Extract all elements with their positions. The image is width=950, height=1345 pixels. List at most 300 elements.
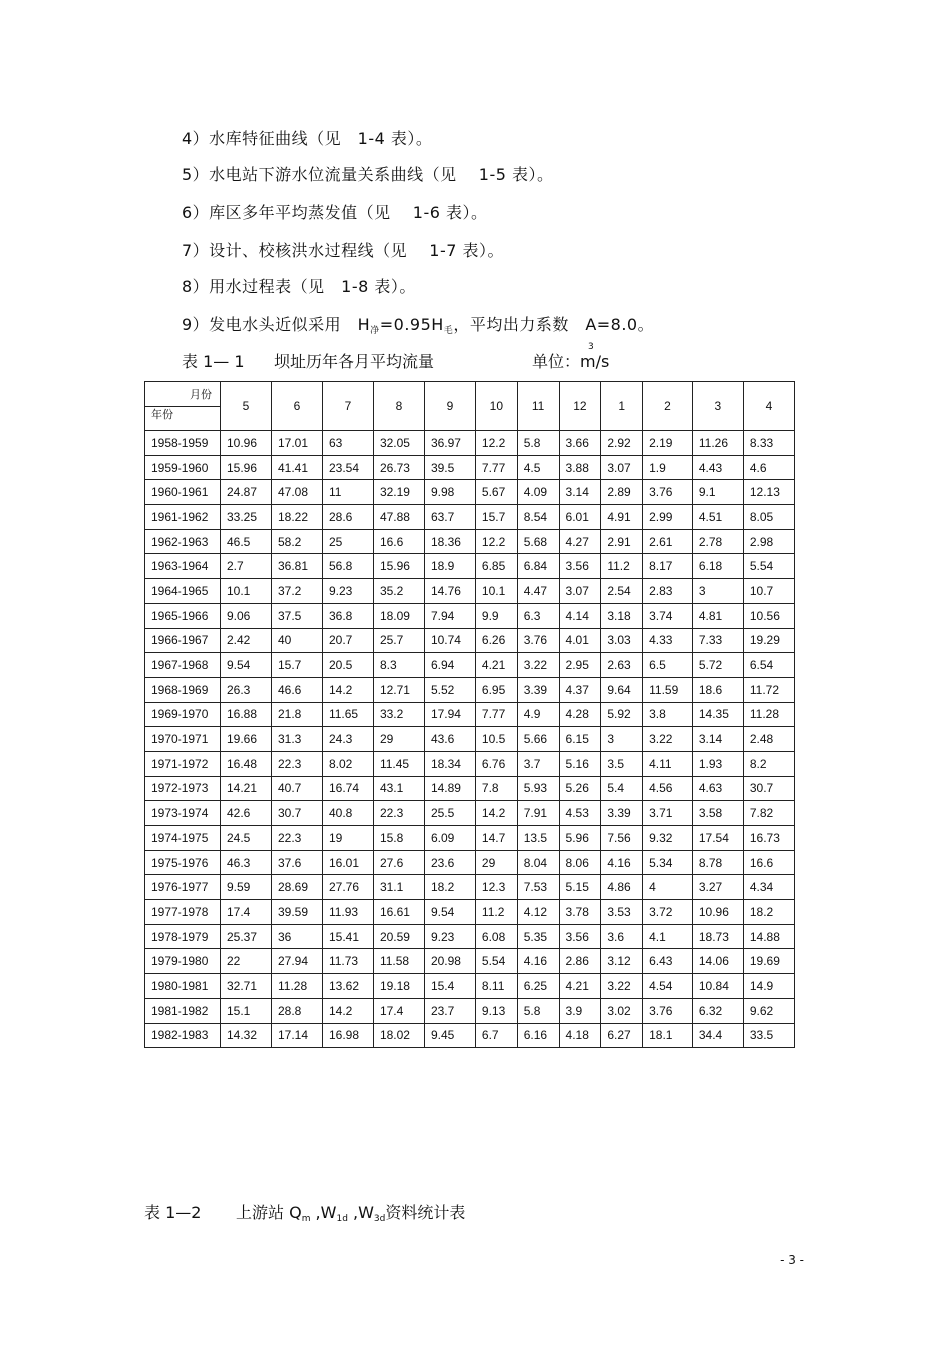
flow-value-cell: 3.6: [601, 924, 643, 949]
flow-value-cell: 9.9: [475, 603, 517, 628]
table1-caption-title: 坝址历年各月平均流量: [274, 352, 435, 371]
flow-value-cell: 24.87: [221, 480, 272, 505]
year-cell: 1964-1965: [145, 579, 221, 604]
flow-value-cell: 3.03: [601, 628, 643, 653]
flow-value-cell: 4.12: [517, 900, 559, 925]
flow-value-cell: 3.27: [692, 875, 743, 900]
flow-value-cell: 25.7: [373, 628, 424, 653]
flow-value-cell: 3.56: [559, 554, 601, 579]
flow-value-cell: 47.08: [271, 480, 322, 505]
month-header-cell: 5: [221, 382, 272, 431]
flow-value-cell: 4.28: [559, 702, 601, 727]
flow-value-cell: 42.6: [221, 801, 272, 826]
flow-value-cell: 15.1: [221, 998, 272, 1023]
flow-value-cell: 19.29: [743, 628, 794, 653]
table-row: [145, 776, 795, 801]
corner-cell: [145, 382, 221, 431]
flow-value-cell: 9.98: [424, 480, 475, 505]
flow-value-cell: 6.84: [517, 554, 559, 579]
flow-value-cell: 5.34: [643, 850, 693, 875]
flow-value-cell: 3.22: [517, 653, 559, 678]
flow-value-cell: 56.8: [322, 554, 373, 579]
table-row: [145, 826, 795, 851]
year-cell: 1959-1960: [145, 455, 221, 480]
flow-value-cell: 10.84: [692, 974, 743, 999]
flow-value-cell: 11.45: [373, 751, 424, 776]
table-row: [145, 850, 795, 875]
flow-value-cell: 2.89: [601, 480, 643, 505]
flow-value-cell: 23.6: [424, 850, 475, 875]
flow-value-cell: 10.74: [424, 628, 475, 653]
flow-value-cell: 46.5: [221, 529, 272, 554]
flow-value-cell: 13.5: [517, 826, 559, 851]
note-9-sub-net: 净: [370, 326, 380, 336]
flow-value-cell: 40.7: [271, 776, 322, 801]
flow-value-cell: 7.77: [475, 455, 517, 480]
flow-value-cell: 4.21: [559, 974, 601, 999]
flow-value-cell: 4.56: [643, 776, 693, 801]
flow-value-cell: 5.26: [559, 776, 601, 801]
year-cell: 1980-1981: [145, 974, 221, 999]
flow-value-cell: 39.59: [271, 900, 322, 925]
table2-sub-b: 1d: [336, 1214, 348, 1224]
flow-value-cell: 3.12: [601, 949, 643, 974]
table-row: [145, 480, 795, 505]
flow-value-cell: 4.16: [517, 949, 559, 974]
flow-value-cell: 11.26: [692, 431, 743, 456]
flow-value-cell: 4.14: [559, 603, 601, 628]
flow-value-cell: 2.63: [601, 653, 643, 678]
flow-value-cell: 46.3: [221, 850, 272, 875]
year-cell: 1966-1967: [145, 628, 221, 653]
flow-value-cell: 2.7: [221, 554, 272, 579]
flow-value-cell: 16.98: [322, 1023, 373, 1048]
year-cell: 1978-1979: [145, 924, 221, 949]
flow-value-cell: 8.33: [743, 431, 794, 456]
flow-value-cell: 14.2: [475, 801, 517, 826]
corner-year-label: 年份: [151, 409, 173, 421]
flow-value-cell: 5.67: [475, 480, 517, 505]
table-row: [145, 603, 795, 628]
flow-value-cell: 8.78: [692, 850, 743, 875]
flow-value-cell: 3: [601, 727, 643, 752]
flow-value-cell: 7.77: [475, 702, 517, 727]
flow-value-cell: 19.18: [373, 974, 424, 999]
flow-value-cell: 14.21: [221, 776, 272, 801]
flow-value-cell: 14.7: [475, 826, 517, 851]
table-row: [145, 529, 795, 554]
flow-value-cell: 39.5: [424, 455, 475, 480]
flow-value-cell: 9.23: [424, 924, 475, 949]
flow-value-cell: 2.86: [559, 949, 601, 974]
year-cell: 1979-1980: [145, 949, 221, 974]
month-header-cell: 10: [475, 382, 517, 431]
flow-value-cell: 4.1: [643, 924, 693, 949]
flow-value-cell: 16.6: [373, 529, 424, 554]
flow-value-cell: 3.7: [517, 751, 559, 776]
flow-value-cell: 9.59: [221, 875, 272, 900]
flow-value-cell: 6.5: [643, 653, 693, 678]
flow-value-cell: 2.91: [601, 529, 643, 554]
flow-value-cell: 8.3: [373, 653, 424, 678]
flow-value-cell: 28.6: [322, 505, 373, 530]
table1-unit-exponent: 3: [588, 342, 594, 352]
flow-value-cell: 11.2: [475, 900, 517, 925]
year-cell: 1977-1978: [145, 900, 221, 925]
table2-title-a: 上游站 Q: [236, 1203, 302, 1222]
flow-value-cell: 5.35: [517, 924, 559, 949]
flow-value-cell: 18.02: [373, 1023, 424, 1048]
flow-value-cell: 6.94: [424, 653, 475, 678]
flow-value-cell: 6.85: [475, 554, 517, 579]
table1-unit-text: m/s: [580, 352, 610, 371]
flow-value-cell: 4.34: [743, 875, 794, 900]
flow-value-cell: 4.81: [692, 603, 743, 628]
flow-value-cell: 3.72: [643, 900, 693, 925]
flow-value-cell: 5.96: [559, 826, 601, 851]
flow-value-cell: 4.63: [692, 776, 743, 801]
flow-value-cell: 17.4: [221, 900, 272, 925]
flow-value-cell: 6.32: [692, 998, 743, 1023]
flow-value-cell: 1.93: [692, 751, 743, 776]
flow-value-cell: 9.23: [322, 579, 373, 604]
flow-value-cell: 4.9: [517, 702, 559, 727]
flow-value-cell: 7.91: [517, 801, 559, 826]
flow-value-cell: 32.05: [373, 431, 424, 456]
flow-value-cell: 9.13: [475, 998, 517, 1023]
flow-value-cell: 2.61: [643, 529, 693, 554]
flow-value-cell: 58.2: [271, 529, 322, 554]
flow-value-cell: 15.41: [322, 924, 373, 949]
flow-value-cell: 3: [692, 579, 743, 604]
flow-value-cell: 8.2: [743, 751, 794, 776]
flow-value-cell: 2.48: [743, 727, 794, 752]
flow-value-cell: 6.08: [475, 924, 517, 949]
flow-value-cell: 41.41: [271, 455, 322, 480]
flow-value-cell: 20.7: [322, 628, 373, 653]
flow-value-cell: 19.66: [221, 727, 272, 752]
table2-caption-label: 表 1—2: [144, 1203, 202, 1222]
table-row: [145, 505, 795, 530]
flow-value-cell: 18.2: [743, 900, 794, 925]
flow-value-cell: 4.37: [559, 677, 601, 702]
flow-value-cell: 7.56: [601, 826, 643, 851]
flow-value-cell: 2.54: [601, 579, 643, 604]
flow-value-cell: 6.01: [559, 505, 601, 530]
year-cell: 1962-1963: [145, 529, 221, 554]
flow-value-cell: 36.8: [322, 603, 373, 628]
table-row: [145, 653, 795, 678]
table-row: [145, 801, 795, 826]
flow-value-cell: 3.5: [601, 751, 643, 776]
flow-value-cell: 22.3: [271, 826, 322, 851]
table1-unit-label: 单位：: [532, 352, 581, 371]
flow-value-cell: 32.19: [373, 480, 424, 505]
flow-value-cell: 3.53: [601, 900, 643, 925]
table-row: [145, 677, 795, 702]
flow-value-cell: 18.73: [692, 924, 743, 949]
flow-value-cell: 11.73: [322, 949, 373, 974]
flow-value-cell: 11.58: [373, 949, 424, 974]
note-6: 6）库区多年平均蒸发值（见 1-6 表）。: [182, 203, 488, 222]
flow-value-cell: 35.2: [373, 579, 424, 604]
month-header-cell: 9: [424, 382, 475, 431]
flow-value-cell: 31.1: [373, 875, 424, 900]
flow-value-cell: 14.2: [322, 998, 373, 1023]
year-cell: 1960-1961: [145, 480, 221, 505]
table-row: [145, 628, 795, 653]
note-9-suffix: ，平均出力系数 A=8.0。: [453, 315, 655, 334]
flow-value-cell: 8.04: [517, 850, 559, 875]
flow-value-cell: 4: [643, 875, 693, 900]
flow-value-cell: 16.01: [322, 850, 373, 875]
flow-value-cell: 34.4: [692, 1023, 743, 1048]
flow-value-cell: 3.02: [601, 998, 643, 1023]
flow-value-cell: 40: [271, 628, 322, 653]
flow-value-cell: 4.91: [601, 505, 643, 530]
table1-unit-value: [580, 342, 610, 371]
flow-value-cell: 3.07: [559, 579, 601, 604]
flow-value-cell: 6.76: [475, 751, 517, 776]
flow-value-cell: 6.3: [517, 603, 559, 628]
month-header-cell: 3: [692, 382, 743, 431]
flow-value-cell: 2.78: [692, 529, 743, 554]
flow-value-cell: 10.1: [475, 579, 517, 604]
table-row: [145, 974, 795, 999]
flow-value-cell: 3.18: [601, 603, 643, 628]
flow-value-cell: 28.69: [271, 875, 322, 900]
year-cell: 1958-1959: [145, 431, 221, 456]
flow-value-cell: 5.4: [601, 776, 643, 801]
flow-value-cell: 3.14: [559, 480, 601, 505]
flow-value-cell: 23.54: [322, 455, 373, 480]
flow-value-cell: 37.6: [271, 850, 322, 875]
flow-value-cell: 3.76: [643, 480, 693, 505]
flow-value-cell: 43.6: [424, 727, 475, 752]
table2-caption-title: [236, 1200, 465, 1224]
flow-value-cell: 9.32: [643, 826, 693, 851]
note-5: 5）水电站下游水位流量关系曲线（见 1-5 表）。: [182, 165, 554, 184]
year-cell: 1972-1973: [145, 776, 221, 801]
flow-value-cell: 3.9: [559, 998, 601, 1023]
table-row: [145, 900, 795, 925]
note-8: 8）用水过程表（见 1-8 表）。: [182, 277, 416, 296]
flow-value-cell: 6.18: [692, 554, 743, 579]
flow-value-cell: 31.3: [271, 727, 322, 752]
flow-value-cell: 26.3: [221, 677, 272, 702]
flow-value-cell: 3.76: [643, 998, 693, 1023]
flow-value-cell: 3.07: [601, 455, 643, 480]
flow-value-cell: 47.88: [373, 505, 424, 530]
flow-value-cell: 17.4: [373, 998, 424, 1023]
flow-value-cell: 11.59: [643, 677, 693, 702]
flow-value-cell: 4.09: [517, 480, 559, 505]
flow-value-cell: 20.98: [424, 949, 475, 974]
year-cell: 1968-1969: [145, 677, 221, 702]
flow-value-cell: 17.54: [692, 826, 743, 851]
flow-value-cell: 5.66: [517, 727, 559, 752]
flow-value-cell: 5.72: [692, 653, 743, 678]
table2-title-d: 资料统计表: [385, 1203, 466, 1222]
flow-value-cell: 17.14: [271, 1023, 322, 1048]
flow-value-cell: 3.88: [559, 455, 601, 480]
year-cell: 1970-1971: [145, 727, 221, 752]
flow-value-cell: 3.22: [643, 727, 693, 752]
flow-value-cell: 10.96: [221, 431, 272, 456]
flow-value-cell: 36.97: [424, 431, 475, 456]
table-row: [145, 455, 795, 480]
flow-value-cell: 19: [322, 826, 373, 851]
flow-value-cell: 6.26: [475, 628, 517, 653]
table-row: [145, 727, 795, 752]
year-cell: 1975-1976: [145, 850, 221, 875]
flow-value-cell: 18.09: [373, 603, 424, 628]
flow-value-cell: 6.25: [517, 974, 559, 999]
flow-value-cell: 12.2: [475, 431, 517, 456]
flow-value-cell: 5.15: [559, 875, 601, 900]
flow-value-cell: 5.54: [743, 554, 794, 579]
note-9-mid: =0.95H: [379, 315, 444, 334]
flow-value-cell: 5.8: [517, 431, 559, 456]
year-cell: 1965-1966: [145, 603, 221, 628]
flow-value-cell: 22.3: [373, 801, 424, 826]
year-cell: 1981-1982: [145, 998, 221, 1023]
flow-value-cell: 2.19: [643, 431, 693, 456]
flow-value-cell: 4.11: [643, 751, 693, 776]
flow-value-cell: 10.1: [221, 579, 272, 604]
flow-value-cell: 2.99: [643, 505, 693, 530]
flow-value-cell: 33.2: [373, 702, 424, 727]
flow-value-cell: 46.6: [271, 677, 322, 702]
flow-value-cell: 3.22: [601, 974, 643, 999]
flow-value-cell: 12.13: [743, 480, 794, 505]
flow-value-cell: 20.5: [322, 653, 373, 678]
flow-value-cell: 18.36: [424, 529, 475, 554]
table-row: [145, 702, 795, 727]
flow-value-cell: 17.01: [271, 431, 322, 456]
month-header-cell: 7: [322, 382, 373, 431]
flow-value-cell: 2.92: [601, 431, 643, 456]
flow-value-cell: 23.7: [424, 998, 475, 1023]
table2-sub-a: m: [301, 1214, 311, 1224]
flow-value-cell: 10.5: [475, 727, 517, 752]
flow-value-cell: 6.15: [559, 727, 601, 752]
flow-value-cell: 25.5: [424, 801, 475, 826]
flow-value-cell: 14.89: [424, 776, 475, 801]
flow-value-cell: 3.14: [692, 727, 743, 752]
flow-value-cell: 1.9: [643, 455, 693, 480]
flow-value-cell: 4.47: [517, 579, 559, 604]
flow-value-cell: 14.76: [424, 579, 475, 604]
flow-value-cell: 43.1: [373, 776, 424, 801]
month-header-cell: 12: [559, 382, 601, 431]
table1-caption-label: 表 1— 1: [182, 352, 245, 371]
table2-title-c: ,W: [347, 1203, 374, 1222]
flow-value-cell: 10.56: [743, 603, 794, 628]
flow-value-cell: 22: [221, 949, 272, 974]
flow-value-cell: 24.5: [221, 826, 272, 851]
flow-value-cell: 37.5: [271, 603, 322, 628]
table-row: [145, 875, 795, 900]
flow-value-cell: 7.53: [517, 875, 559, 900]
flow-value-cell: 40.8: [322, 801, 373, 826]
flow-value-cell: 4.86: [601, 875, 643, 900]
flow-value-cell: 2.98: [743, 529, 794, 554]
flow-value-cell: 25.37: [221, 924, 272, 949]
flow-value-cell: 4.27: [559, 529, 601, 554]
note-9-sub-gross: 毛: [443, 326, 454, 336]
year-cell: 1969-1970: [145, 702, 221, 727]
month-header-cell: 1: [601, 382, 643, 431]
flow-value-cell: 15.4: [424, 974, 475, 999]
year-cell: 1971-1972: [145, 751, 221, 776]
flow-value-cell: 15.7: [271, 653, 322, 678]
flow-value-cell: 9.54: [424, 900, 475, 925]
flow-value-cell: 15.8: [373, 826, 424, 851]
flow-value-cell: 4.16: [601, 850, 643, 875]
flow-value-cell: 16.73: [743, 826, 794, 851]
flow-value-cell: 9.1: [692, 480, 743, 505]
flow-value-cell: 16.88: [221, 702, 272, 727]
flow-value-cell: 7.94: [424, 603, 475, 628]
flow-value-cell: 5.8: [517, 998, 559, 1023]
flow-value-cell: 30.7: [743, 776, 794, 801]
flow-value-cell: 2.95: [559, 653, 601, 678]
flow-value-cell: 6.16: [517, 1023, 559, 1048]
table-row: [145, 431, 795, 456]
year-cell: 1967-1968: [145, 653, 221, 678]
flow-value-cell: 13.62: [322, 974, 373, 999]
flow-value-cell: 11.72: [743, 677, 794, 702]
note-9-prefix: 9）发电水头近似采用 H: [182, 315, 371, 334]
flow-value-cell: 11.93: [322, 900, 373, 925]
flow-value-cell: 15.96: [221, 455, 272, 480]
table-row: [145, 949, 795, 974]
year-cell: 1976-1977: [145, 875, 221, 900]
flow-value-cell: 7.82: [743, 801, 794, 826]
year-cell: 1982-1983: [145, 1023, 221, 1048]
flow-value-cell: 63: [322, 431, 373, 456]
note-4: 4）水库特征曲线（见 1-4 表）。: [182, 129, 433, 148]
flow-value-cell: 24.3: [322, 727, 373, 752]
flow-value-cell: 36.81: [271, 554, 322, 579]
flow-value-cell: 6.43: [643, 949, 693, 974]
flow-value-cell: 4.18: [559, 1023, 601, 1048]
flow-value-cell: 18.2: [424, 875, 475, 900]
flow-value-cell: 14.88: [743, 924, 794, 949]
flow-value-cell: 37.2: [271, 579, 322, 604]
note-7: 7）设计、校核洪水过程线（见 1-7 表）。: [182, 241, 504, 260]
flow-value-cell: 28.8: [271, 998, 322, 1023]
flow-value-cell: 5.52: [424, 677, 475, 702]
flow-value-cell: 9.06: [221, 603, 272, 628]
flow-value-cell: 3.71: [643, 801, 693, 826]
flow-value-cell: 19.69: [743, 949, 794, 974]
flow-value-cell: 14.32: [221, 1023, 272, 1048]
flow-value-cell: 10.7: [743, 579, 794, 604]
table2-sub-c: 3d: [373, 1214, 386, 1224]
flow-value-cell: 15.96: [373, 554, 424, 579]
month-header-cell: 2: [643, 382, 693, 431]
flow-value-cell: 18.1: [643, 1023, 693, 1048]
flow-value-cell: 27.94: [271, 949, 322, 974]
page-number: - 3 -: [780, 1253, 804, 1267]
flow-value-cell: 5.54: [475, 949, 517, 974]
flow-value-cell: 16.6: [743, 850, 794, 875]
flow-value-cell: 8.05: [743, 505, 794, 530]
flow-value-cell: 4.51: [692, 505, 743, 530]
flow-value-cell: 25: [322, 529, 373, 554]
